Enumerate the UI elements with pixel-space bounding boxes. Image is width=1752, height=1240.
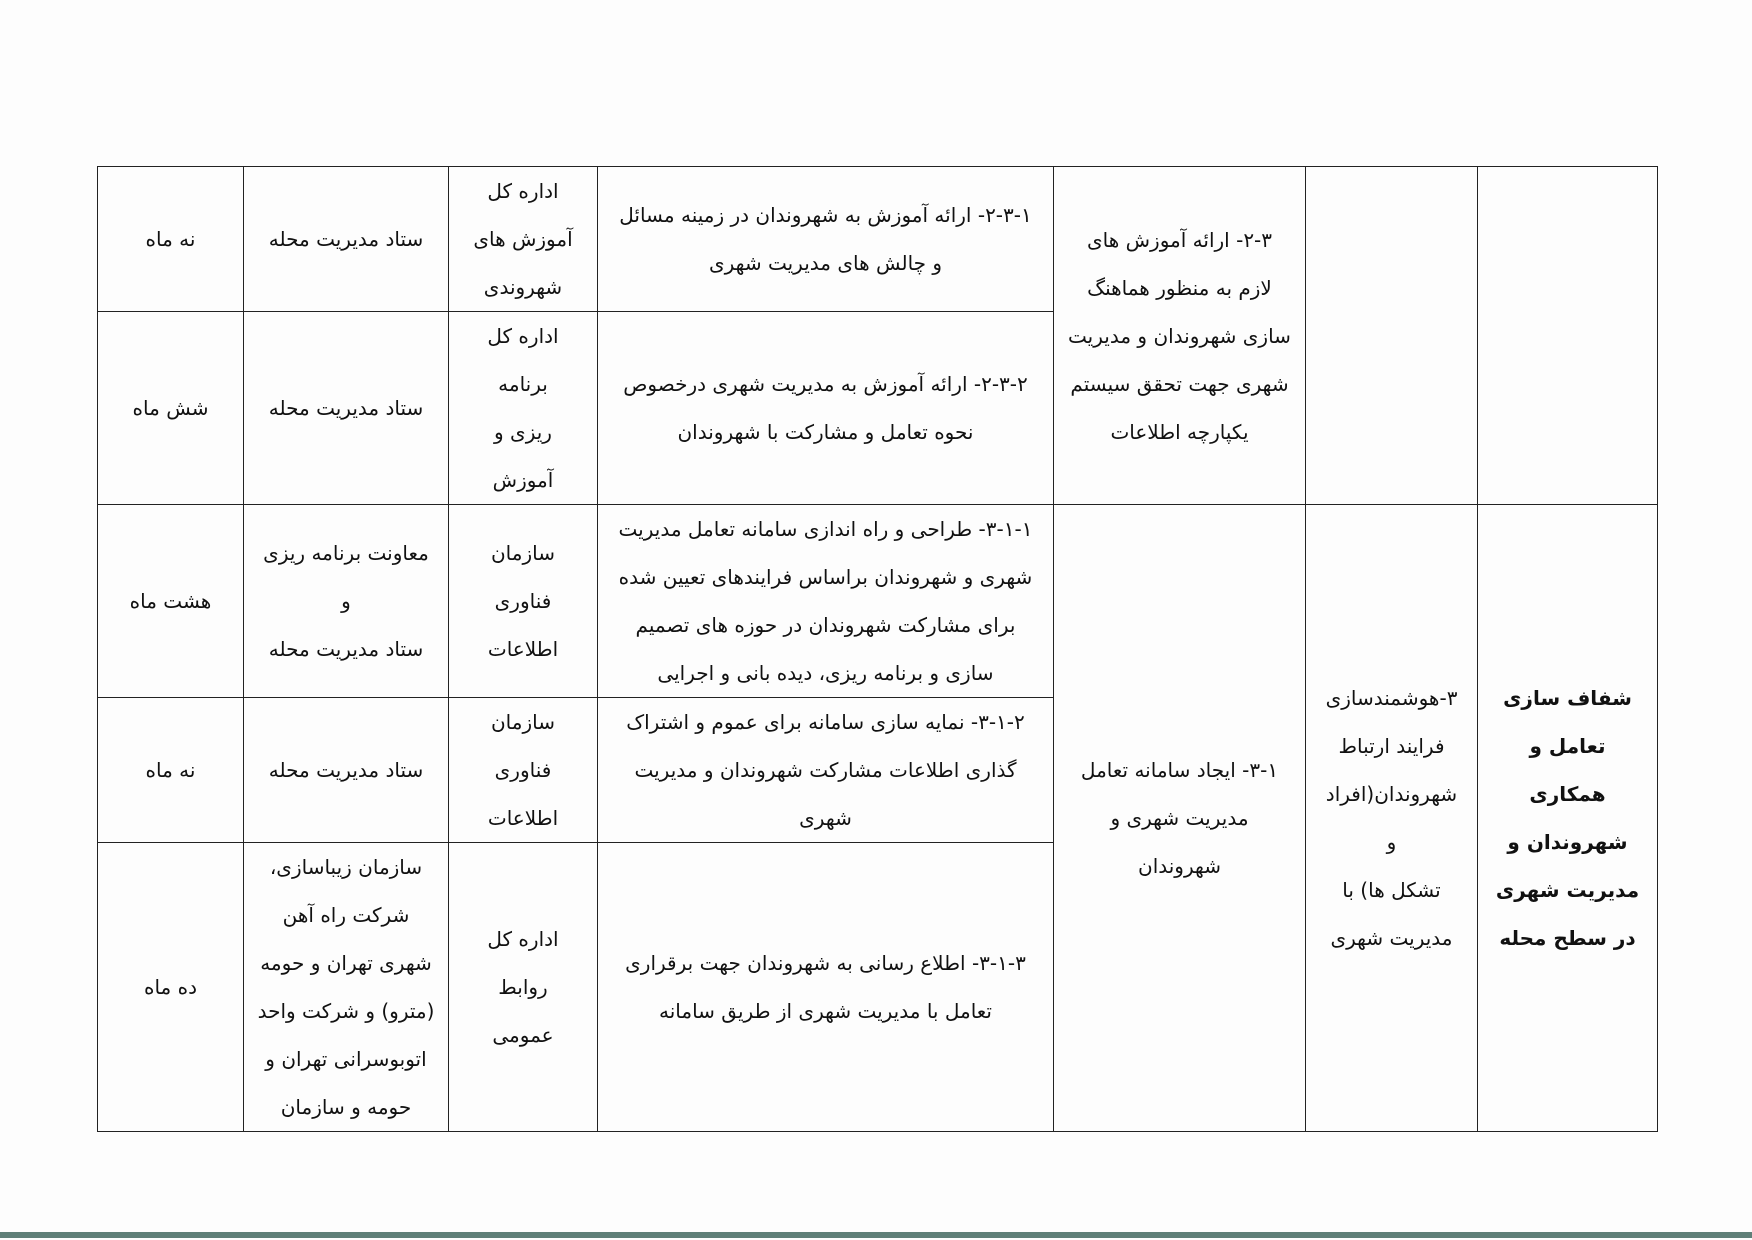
objective-cell: ۳-۱- ایجاد سامانه تعامل مدیریت شهری و شهروندان — [1054, 505, 1306, 1132]
page-bottom-edge — [0, 1232, 1752, 1238]
duration-cell: هشت ماه — [98, 505, 244, 698]
duration-cell: نه ماه — [98, 167, 244, 312]
strategy-cell — [1306, 167, 1478, 505]
responsible-cell: اداره کل آموزش های شهروندی — [449, 167, 598, 312]
responsible-cell: اداره کل روابط عمومی — [449, 843, 598, 1132]
duration-cell: ده ماه — [98, 843, 244, 1132]
table-row — [98, 167, 1658, 312]
action-cell: ۳-۱-۲- نمایه سازی سامانه برای عموم و اشتراک گذاری اطلاعات مشارکت شهروندان و مدیریت شهری — [598, 698, 1054, 843]
partner-cell: ستاد مدیریت محله — [244, 698, 449, 843]
action-plan-table — [97, 166, 1658, 1132]
partner-cell: معاونت برنامه ریزی و ستاد مدیریت محله — [244, 505, 449, 698]
goal-cell — [1478, 167, 1658, 505]
action-cell: ۳-۱-۳- اطلاع رسانی به شهروندان جهت برقراری تعامل با مدیریت شهری از طریق سامانه — [598, 843, 1054, 1132]
responsible-cell: سازمان فناوری اطلاعات — [449, 505, 598, 698]
duration-cell: شش ماه — [98, 312, 244, 505]
partner-cell: سازمان زیباسازی، شرکت راه آهن شهری تهران و حومه (مترو) و شرکت واحد اتوبوسرانی تهران و حومه و سازمان — [244, 843, 449, 1132]
strategy-cell: ۳-هوشمندسازی فرایند ارتباط شهروندان(افراد و تشکل ها) با مدیریت شهری — [1306, 505, 1478, 1132]
action-cell: ۲-۳-۲- ارائه آموزش به مدیریت شهری درخصوص نحوه تعامل و مشارکت با شهروندان — [598, 312, 1054, 505]
objective-cell: ۲-۳- ارائه آموزش های لازم به منظور هماهنگ سازی شهروندان و مدیریت شهری جهت تحقق سیستم یکپارچه اطلاعات — [1054, 167, 1306, 505]
action-cell: ۲-۳-۱- ارائه آموزش به شهروندان در زمینه مسائل و چالش های مدیریت شهری — [598, 167, 1054, 312]
action-cell: ۳-۱-۱- طراحی و راه اندازی سامانه تعامل مدیریت شهری و شهروندان براساس فرایندهای تعیین شده برای مشارکت شهروندان در حوزه های تصمیم سازی و برنامه ریزی، دیده بانی و اجرایی — [598, 505, 1054, 698]
table-row — [98, 505, 1658, 698]
responsible-cell: اداره کل برنامه ریزی و آموزش — [449, 312, 598, 505]
duration-cell: نه ماه — [98, 698, 244, 843]
responsible-cell: سازمان فناوری اطلاعات — [449, 698, 598, 843]
partner-cell: ستاد مدیریت محله — [244, 312, 449, 505]
goal-cell: شفاف سازی تعامل و همکاری شهروندان و مدیریت شهری در سطح محله — [1478, 505, 1658, 1132]
partner-cell: ستاد مدیریت محله — [244, 167, 449, 312]
